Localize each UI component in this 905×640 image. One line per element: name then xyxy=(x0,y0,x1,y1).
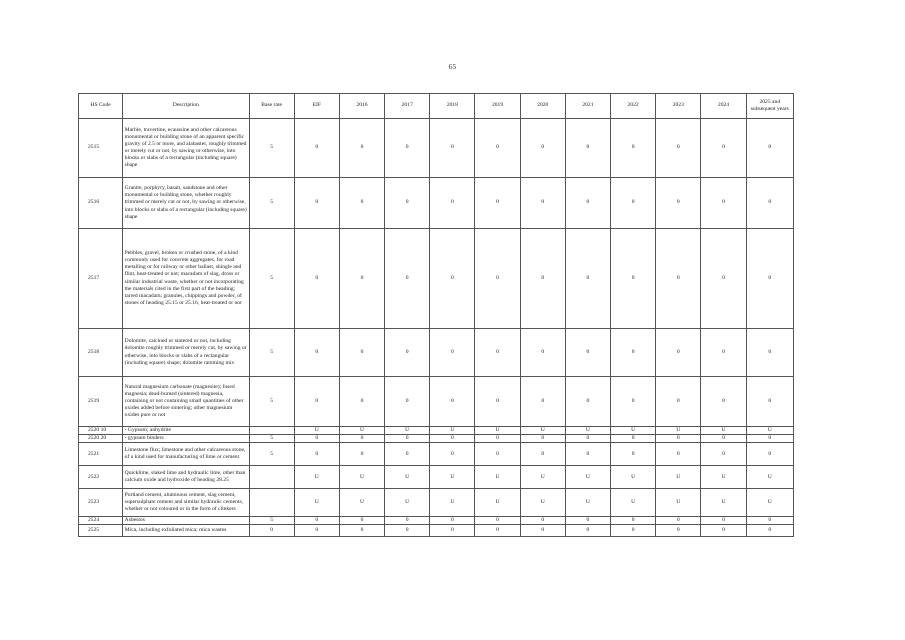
rate-cell: U xyxy=(701,427,746,435)
rate-cell: 0 xyxy=(339,525,384,537)
rate-cell: U xyxy=(339,489,384,517)
rate-cell: U xyxy=(294,466,339,489)
rate-cell: 0 xyxy=(339,329,384,377)
rate-cell: 0 xyxy=(294,119,339,178)
description-cell: Mica, including exfoliated mica; mica wastes xyxy=(123,525,249,537)
hs-code-cell: 2516 xyxy=(79,178,123,229)
tariff-schedule-table xyxy=(78,93,794,537)
description-cell: Dolomite, calcined or sintered or not, including dolomite roughly trimmed or merely cut, by sawing or otherwise, into blocks or slabs of a rectangular (including square) shape; dolomite ramming mix xyxy=(123,329,249,377)
column-header: 2017 xyxy=(385,94,430,119)
column-header: Base rate xyxy=(249,94,294,119)
rate-cell: 0 xyxy=(611,178,656,229)
table-row xyxy=(79,489,794,517)
rate-cell: U xyxy=(611,427,656,435)
rate-cell: 0 xyxy=(294,517,339,525)
base-rate-cell: 5 xyxy=(249,517,294,525)
description-cell: Marble, travertine, ecaussine and other calcareous monumental or building stone of an apparent specific gravity of 2.5 or more, and alabaster, roughly trimmed or merely cut or not, by sawing or otherwise, into blocks or slabs of a rectangular (including square) shape xyxy=(123,119,249,178)
rate-cell: 0 xyxy=(385,329,430,377)
rate-cell: 0 xyxy=(475,443,520,466)
base-rate-cell: 5 xyxy=(249,435,294,443)
rate-cell: 0 xyxy=(746,525,793,537)
description-cell: Pebbles, gravel, broken or crushed stone, of a kind commonly used for concrete aggregates, for road metalling or for railway or other ballast, shingle and flint, heat-treated or not; macadam of slag, dross or similar industrial waste, whether or not incorporating the materials cited in the first part of the heading; tarred macadam; granules, chippings and powder, of stones of heading 25.15 or 25.16, heat-treated or not xyxy=(123,229,249,329)
base-rate-cell: 5 xyxy=(249,329,294,377)
rate-cell: 0 xyxy=(475,377,520,427)
description-cell: Natural magnesium carbonate (magnesite); fused magnesia; dead-burned (sintered) magnesia, containing or not containing small quantities of other oxides added before sintering; other magnesium oxides pure or not xyxy=(123,377,249,427)
rate-cell: U xyxy=(565,427,610,435)
rate-cell: 0 xyxy=(611,443,656,466)
rate-cell: 0 xyxy=(385,377,430,427)
table-header-row xyxy=(79,94,794,119)
hs-code-cell: 2515 xyxy=(79,119,123,178)
rate-cell: 0 xyxy=(701,178,746,229)
rate-cell: 0 xyxy=(746,229,793,329)
rate-cell: 0 xyxy=(701,229,746,329)
rate-cell: 0 xyxy=(475,119,520,178)
rate-cell: U xyxy=(430,466,475,489)
hs-code-cell: 2522 xyxy=(79,466,123,489)
column-header: EIF xyxy=(294,94,339,119)
rate-cell: U xyxy=(430,427,475,435)
rate-cell: 0 xyxy=(385,229,430,329)
table-row xyxy=(79,517,794,525)
rate-cell: 0 xyxy=(701,443,746,466)
rate-cell: 0 xyxy=(430,178,475,229)
hs-code-cell: 2517 xyxy=(79,229,123,329)
rate-cell: 0 xyxy=(339,178,384,229)
rate-cell: 0 xyxy=(475,329,520,377)
rate-cell: 0 xyxy=(385,525,430,537)
rate-cell: 0 xyxy=(565,443,610,466)
rate-cell: U xyxy=(656,427,701,435)
rate-cell: 0 xyxy=(339,435,384,443)
rate-cell: U xyxy=(746,489,793,517)
rate-cell: 0 xyxy=(430,435,475,443)
rate-cell: 0 xyxy=(385,517,430,525)
hs-code-cell: 2520 10 xyxy=(79,427,123,435)
rate-cell: 0 xyxy=(611,435,656,443)
rate-cell: 0 xyxy=(385,443,430,466)
rate-cell: 0 xyxy=(294,525,339,537)
table-row xyxy=(79,435,794,443)
base-rate-cell: 5 xyxy=(249,119,294,178)
rate-cell: 0 xyxy=(430,119,475,178)
rate-cell: 0 xyxy=(656,517,701,525)
hs-code-cell: 2518 xyxy=(79,329,123,377)
rate-cell: 0 xyxy=(656,329,701,377)
rate-cell: U xyxy=(656,489,701,517)
rate-cell: 0 xyxy=(565,435,610,443)
rate-cell: U xyxy=(520,489,565,517)
rate-cell: 0 xyxy=(520,525,565,537)
rate-cell: U xyxy=(475,427,520,435)
rate-cell: 0 xyxy=(475,178,520,229)
rate-cell: 0 xyxy=(701,525,746,537)
rate-cell: 0 xyxy=(565,329,610,377)
rate-cell: 0 xyxy=(701,119,746,178)
description-cell: Asbestos xyxy=(123,517,249,525)
rate-cell: 0 xyxy=(746,119,793,178)
rate-cell: 0 xyxy=(294,229,339,329)
table-body xyxy=(79,119,794,537)
rate-cell: 0 xyxy=(746,435,793,443)
rate-cell: 0 xyxy=(294,435,339,443)
description-cell: Quicklime, slaked lime and hydraulic lime, other than calcium oxide and hydroxide of heading 28.25 xyxy=(123,466,249,489)
table-row xyxy=(79,119,794,178)
column-header: 2016 xyxy=(339,94,384,119)
hs-code-cell: 2521 xyxy=(79,443,123,466)
rate-cell: 0 xyxy=(656,443,701,466)
base-rate-cell xyxy=(249,427,294,435)
rate-cell: 0 xyxy=(656,435,701,443)
description-cell: Limestone flux; limestone and other calcareous stone, of a kind used for manufacturing of lime or cement xyxy=(123,443,249,466)
column-header: 2024 xyxy=(701,94,746,119)
table-row xyxy=(79,377,794,427)
rate-cell: 0 xyxy=(385,178,430,229)
rate-cell: 0 xyxy=(430,443,475,466)
rate-cell: 0 xyxy=(611,517,656,525)
rate-cell: 0 xyxy=(430,329,475,377)
rate-cell: U xyxy=(746,427,793,435)
rate-cell: 0 xyxy=(746,178,793,229)
description-cell: Portland cement, aluminous cement, slag cement, supersulphate cement and similar hydraulic cements, whether or not coloured or in the form of clinkers xyxy=(123,489,249,517)
base-rate-cell: 0 xyxy=(249,525,294,537)
rate-cell: U xyxy=(475,489,520,517)
rate-cell: 0 xyxy=(520,119,565,178)
rate-cell: 0 xyxy=(611,525,656,537)
rate-cell: U xyxy=(520,466,565,489)
rate-cell: 0 xyxy=(656,178,701,229)
rate-cell: 0 xyxy=(565,525,610,537)
hs-code-cell: 2525 xyxy=(79,525,123,537)
rate-cell: 0 xyxy=(656,525,701,537)
rate-cell: 0 xyxy=(656,229,701,329)
rate-cell: 0 xyxy=(430,517,475,525)
table-row xyxy=(79,443,794,466)
column-header: 2021 xyxy=(565,94,610,119)
rate-cell: 0 xyxy=(294,329,339,377)
rate-cell: 0 xyxy=(475,525,520,537)
rate-cell: 0 xyxy=(339,377,384,427)
table-row xyxy=(79,427,794,435)
rate-cell: U xyxy=(746,466,793,489)
rate-cell: 0 xyxy=(611,119,656,178)
table-row xyxy=(79,525,794,537)
rate-cell: 0 xyxy=(385,435,430,443)
rate-cell: U xyxy=(701,489,746,517)
rate-cell: 0 xyxy=(746,443,793,466)
base-rate-cell: 5 xyxy=(249,443,294,466)
column-header: HS Code xyxy=(79,94,123,119)
rate-cell: 0 xyxy=(430,525,475,537)
rate-cell: 0 xyxy=(701,435,746,443)
rate-cell: 0 xyxy=(611,329,656,377)
rate-cell: U xyxy=(385,466,430,489)
hs-code-cell: 2524 xyxy=(79,517,123,525)
column-header: 2020 xyxy=(520,94,565,119)
rate-cell: 0 xyxy=(656,377,701,427)
rate-cell: 0 xyxy=(475,517,520,525)
rate-cell: 0 xyxy=(339,229,384,329)
rate-cell: 0 xyxy=(565,377,610,427)
hs-code-cell: 2523 xyxy=(79,489,123,517)
rate-cell: 0 xyxy=(294,443,339,466)
rate-cell: 0 xyxy=(656,119,701,178)
rate-cell: 0 xyxy=(565,517,610,525)
description-cell: - Gypsum; anhydrite xyxy=(123,427,249,435)
rate-cell: U xyxy=(385,427,430,435)
rate-cell: 0 xyxy=(520,178,565,229)
column-header: 2018 xyxy=(430,94,475,119)
table-row xyxy=(79,229,794,329)
rate-cell: 0 xyxy=(475,435,520,443)
rate-cell: 0 xyxy=(565,178,610,229)
rate-cell: 0 xyxy=(520,377,565,427)
rate-cell: U xyxy=(339,427,384,435)
column-header: 2019 xyxy=(475,94,520,119)
rate-cell: U xyxy=(385,489,430,517)
rate-cell: 0 xyxy=(746,377,793,427)
rate-cell: U xyxy=(656,466,701,489)
rate-cell: 0 xyxy=(565,119,610,178)
rate-cell: 0 xyxy=(746,517,793,525)
rate-cell: 0 xyxy=(430,377,475,427)
column-header: 2022 xyxy=(611,94,656,119)
rate-cell: 0 xyxy=(339,443,384,466)
base-rate-cell xyxy=(249,489,294,517)
hs-code-cell: 2520 20 xyxy=(79,435,123,443)
rate-cell: U xyxy=(565,489,610,517)
base-rate-cell: 5 xyxy=(249,229,294,329)
rate-cell: 0 xyxy=(520,443,565,466)
rate-cell: 0 xyxy=(520,517,565,525)
base-rate-cell: 5 xyxy=(249,377,294,427)
rate-cell: 0 xyxy=(430,229,475,329)
rate-cell: 0 xyxy=(385,119,430,178)
base-rate-cell: 5 xyxy=(249,178,294,229)
page-number: 65 xyxy=(448,62,457,71)
description-cell: Granite, porphyry, basalt, sandstone and other monumental or building stone, whether roughly trimmed or merely cut or not, by sawing or otherwise, into blocks or slabs of a rectangular (including square) shape xyxy=(123,178,249,229)
table-row xyxy=(79,178,794,229)
rate-cell: 0 xyxy=(701,517,746,525)
rate-cell: U xyxy=(294,489,339,517)
table-row xyxy=(79,329,794,377)
rate-cell: 0 xyxy=(520,229,565,329)
rate-cell: U xyxy=(339,466,384,489)
rate-cell: U xyxy=(294,427,339,435)
rate-cell: 0 xyxy=(294,377,339,427)
rate-cell: U xyxy=(430,489,475,517)
column-header: 2025 and subsequent years xyxy=(746,94,793,119)
base-rate-cell xyxy=(249,466,294,489)
rate-cell: U xyxy=(565,466,610,489)
column-header: 2023 xyxy=(656,94,701,119)
rate-cell: 0 xyxy=(339,119,384,178)
rate-cell: 0 xyxy=(611,377,656,427)
rate-cell: 0 xyxy=(520,435,565,443)
column-header: Description xyxy=(123,94,249,119)
rate-cell: U xyxy=(611,489,656,517)
rate-cell: 0 xyxy=(339,517,384,525)
hs-code-cell: 2519 xyxy=(79,377,123,427)
rate-cell: U xyxy=(701,466,746,489)
rate-cell: U xyxy=(611,466,656,489)
rate-cell: U xyxy=(520,427,565,435)
rate-cell: 0 xyxy=(475,229,520,329)
rate-cell: 0 xyxy=(565,229,610,329)
rate-cell: 0 xyxy=(294,178,339,229)
rate-cell: 0 xyxy=(611,229,656,329)
rate-cell: U xyxy=(475,466,520,489)
rate-cell: 0 xyxy=(701,329,746,377)
rate-cell: 0 xyxy=(520,329,565,377)
table-row xyxy=(79,466,794,489)
rate-cell: 0 xyxy=(746,329,793,377)
rate-cell: 0 xyxy=(701,377,746,427)
description-cell: - gypsum binders xyxy=(123,435,249,443)
